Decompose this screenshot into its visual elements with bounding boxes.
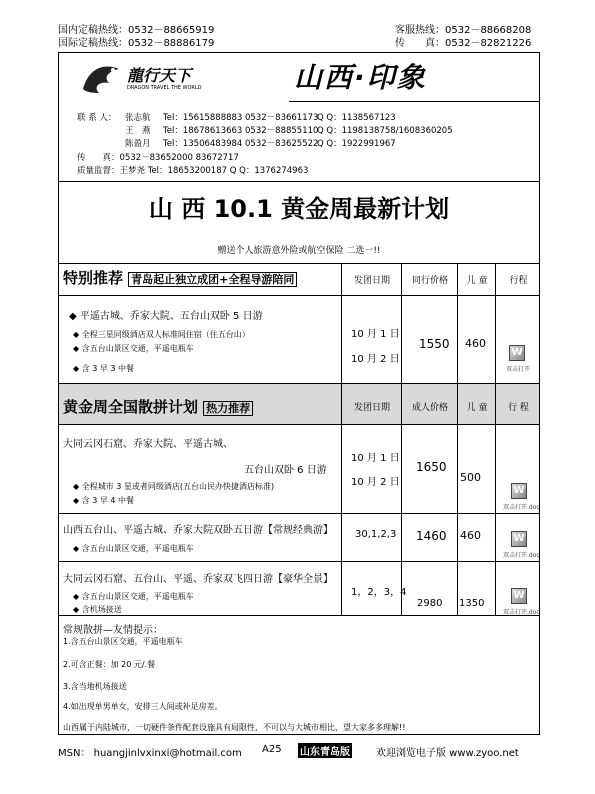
page-subtitle: 赠送个人旅游意外险或航空保险 二选一!! [217, 246, 381, 256]
dragon-icon [79, 59, 125, 97]
doc-caption[interactable]: 双击打开 [506, 366, 531, 373]
contact-tel: Tel：15615888883 0532－83661173 [163, 113, 319, 123]
word-doc-icon[interactable]: W [511, 483, 527, 499]
fax-hotline: 传 真：0532－82821226 [395, 38, 532, 49]
special-note: ◆ 含五台山景区交通，平遥电瓶车 [73, 344, 194, 353]
tour-date: 1，2，3，4 [351, 587, 407, 598]
contact-name: 张志航 [125, 113, 151, 123]
tour-child-price: 500 [460, 471, 481, 484]
tips-note: 山西属于内陆城市，一切硬件条件配套设施具有局限性，不可以与大城市相比，望大家多多理解!! [63, 723, 406, 732]
tour-note: ◆ 含五台山景区交通，平遥电瓶车 [73, 544, 194, 553]
tour-route: 大同云冈石窟、乔家大院、平遥古城、 [63, 439, 233, 450]
tour-note: ◆ 含机场接送 [73, 605, 122, 614]
tip-item: 2.可含正餐：加 20 元/.餐 [63, 660, 156, 669]
special-heading-row [63, 267, 297, 288]
special-note: ◆ 含 3 早 3 中餐 [73, 364, 135, 373]
doc-caption[interactable]: 双击打开.doc [503, 552, 540, 559]
special-date: 10 月 1 日 [351, 329, 400, 340]
logo-subtitle: DRAGON TRAVEL THE WORLD [127, 85, 202, 91]
tip-item: 3.含当地机场接送 [63, 682, 127, 691]
contact-qq: Q Q：1138567123 [317, 113, 396, 123]
group-heading: 黄金周全国散拼计划 [63, 398, 199, 416]
col-price: 成人价格 [411, 403, 448, 413]
contact-tel: Tel：13506483984 0532－83625522 [163, 139, 319, 149]
tour-date: 10 月 1 日 [351, 453, 400, 464]
contact-qq: Q Q：1922991967 [317, 139, 396, 149]
special-price: 1550 [419, 337, 450, 351]
tour-route-cont: 五台山双卧 6 日游 [244, 465, 327, 476]
tour-route: 山西五台山、平遥古城、乔家大院双卧五日游【常规经典游】 [63, 525, 333, 536]
banner-title: 山西·印象 [294, 61, 427, 94]
service-hotline: 客服热线：0532－88668208 [395, 25, 532, 36]
tour-date: 10 月 2 日 [351, 477, 400, 488]
col-dates: 发团日期 [353, 276, 390, 286]
word-doc-icon[interactable]: W [511, 531, 527, 547]
tour-route: 大同云冈石窟、五台山、平遥、乔家双飞四日游【豪华全景】 [63, 574, 333, 585]
group-heading-row [63, 396, 253, 417]
contact-fax: 传 真：0532－83652000 83672717 [77, 153, 239, 163]
special-date: 10 月 2 日 [351, 354, 400, 365]
col-dates: 发团日期 [353, 403, 390, 413]
tour-date: 30,1,2,3 [355, 529, 397, 540]
special-child-price: 460 [465, 337, 486, 350]
tour-price: 1650 [416, 460, 447, 474]
quality-supervisor: 质量监督：王梦尧 Tel：18653200187 Q Q：1376274963 [77, 166, 309, 176]
tour-price: 1460 [416, 529, 447, 543]
logo-brand: 龍行天下 [127, 66, 192, 85]
contact-name: 王 燕 [125, 126, 151, 136]
intl-hotline: 国际定稿热线：0532－88886179 [58, 38, 215, 49]
tour-price: 2980 [417, 598, 443, 609]
doc-caption[interactable]: 双击打开.doc [503, 609, 540, 616]
special-tag: 青岛起止独立成团+全程导游陪同 [128, 272, 297, 287]
tip-item: 1.含五台山景区交通，平遥电瓶车 [63, 637, 183, 646]
contact-label: 联 系 人： [77, 113, 117, 123]
domestic-hotline: 国内定稿热线：0532－88665919 [58, 25, 215, 36]
tip-item: 4.如出现单男单女，安排三人间或补足房差。 [63, 702, 223, 711]
col-itinerary: 行 程 [508, 403, 529, 413]
col-child: 儿 童 [466, 403, 488, 413]
tour-note: ◆ 全程城市 3 星或者同级酒店(五台山民办快捷酒店标准) [73, 482, 275, 491]
contact-qq: Q Q：1198138758/1608360205 [317, 126, 453, 136]
doc-caption[interactable]: 双击打开.doc [503, 504, 540, 511]
page-title: 山 西 10.1 黄金周最新计划 [148, 195, 450, 223]
company-logo [79, 59, 229, 99]
main-frame [58, 52, 540, 735]
tour-child-price: 1350 [459, 598, 485, 609]
col-price: 同行价格 [411, 276, 448, 286]
special-route: ◆ 平遥古城、乔家大院、五台山双卧 5 日游 [69, 311, 263, 322]
footer-site[interactable]: 欢迎浏览电子版 www.zyoo.net [376, 748, 519, 759]
tour-child-price: 460 [460, 529, 481, 542]
col-itinerary: 行程 [509, 276, 528, 286]
footer-msn: MSN： huangjinlvxinxi@hotmail.com [58, 748, 242, 759]
special-note: ◆ 全程三星同级酒店双人标准间住宿（住五台山） [73, 330, 250, 339]
word-doc-icon[interactable]: W [509, 345, 525, 361]
tour-note: ◆ 含五台山景区交通，平遥电瓶车 [73, 592, 194, 601]
special-heading: 特别推荐 [63, 269, 124, 287]
contact-tel: Tel：18678613663 0532－88855110 [163, 126, 319, 136]
col-child: 儿 童 [466, 276, 488, 286]
tour-note: ◆ 含 3 早 4 中餐 [73, 496, 135, 505]
tips-heading: 常规散拼—友情提示： [63, 625, 163, 636]
group-tag: 热力推荐 [203, 401, 253, 416]
page-number: A25 [262, 744, 282, 755]
word-doc-icon[interactable]: W [511, 588, 527, 604]
footer-edition: 山东青岛版 [298, 743, 352, 758]
contact-name: 陈盈月 [125, 139, 151, 149]
